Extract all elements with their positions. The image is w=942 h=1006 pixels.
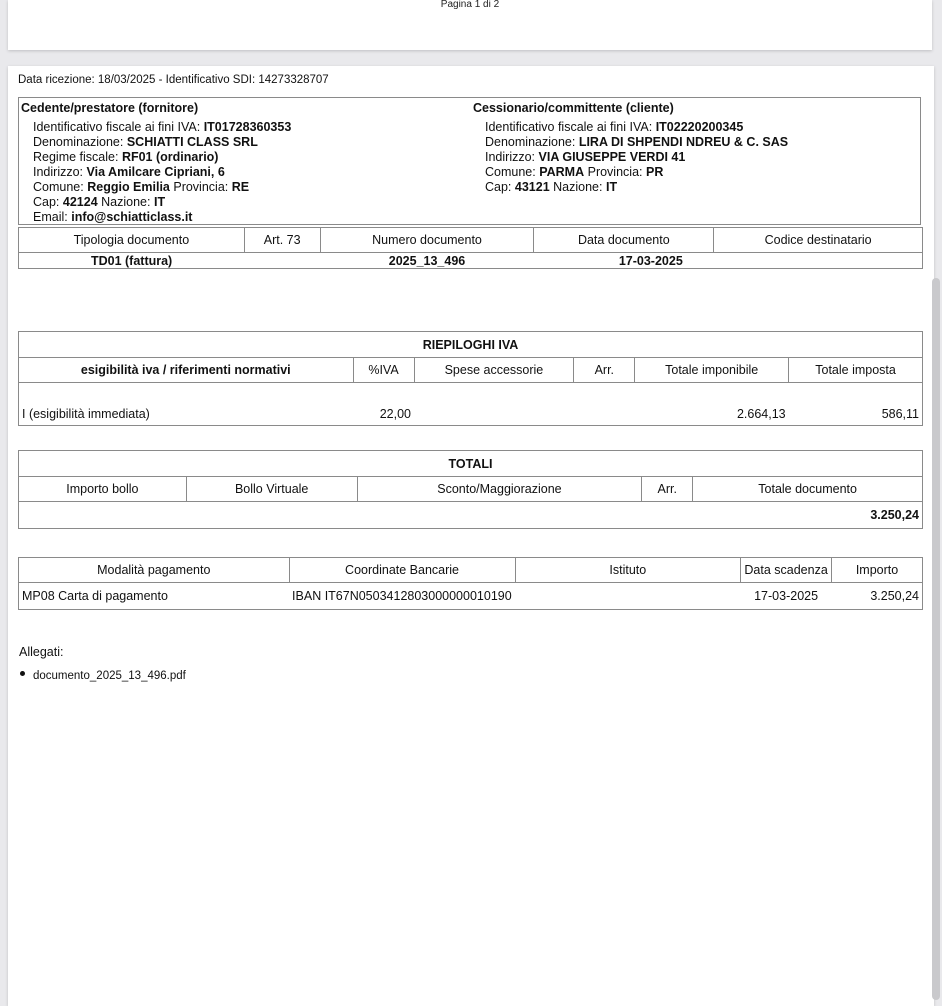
doc-header-codice: Codice destinatario <box>714 228 923 253</box>
cessionario-provincia: PR <box>645 165 664 179</box>
cessionario-cap: 43121 <box>514 180 550 194</box>
cessionario-id-label: Identificativo fiscale ai fini IVA: <box>485 120 653 134</box>
table-row <box>19 583 923 610</box>
totali-table <box>18 450 923 529</box>
pay-scadenza: 17-03-2025 <box>741 583 832 610</box>
pay-header-istituto: Istituto <box>515 558 741 583</box>
cedente-cap: 42124 <box>62 195 98 209</box>
doc-art73 <box>244 253 320 269</box>
cedente-prov-label: Provincia: <box>173 180 229 194</box>
cedente-email-label: Email: <box>33 210 68 224</box>
cessionario-cap-label: Cap: <box>485 180 512 194</box>
cessionario-address: VIA GIUSEPPE VERDI 41 <box>538 150 686 164</box>
pay-iban: IBAN IT67N0503412803000000010190 <box>289 583 515 610</box>
cedente-section <box>21 101 292 225</box>
doc-tipologia: TD01 (fattura) <box>19 253 245 269</box>
pay-istituto <box>515 583 741 610</box>
cessionario-den-label: Denominazione: <box>485 135 576 149</box>
cedente-id: IT01728360353 <box>203 120 292 134</box>
allegati-label: Allegati: <box>19 645 64 659</box>
cessionario-naz-label: Nazione: <box>553 180 603 194</box>
cedente-provincia: RE <box>231 180 250 194</box>
iva-header-spese: Spese accessorie <box>414 358 574 383</box>
pay-importo: 3.250,24 <box>832 583 923 610</box>
tot-header-bollo: Importo bollo <box>19 477 187 502</box>
pagamento-table <box>18 557 923 610</box>
iva-header-imposta: Totale imposta <box>789 358 923 383</box>
doc-codice <box>714 253 923 269</box>
cedente-den-label: Denominazione: <box>33 135 124 149</box>
tot-header-arr: Arr. <box>642 477 693 502</box>
iva-percent: 22,00 <box>353 383 414 426</box>
doc-header-art73: Art. 73 <box>244 228 320 253</box>
cedente-title: Cedente/prestatore (fornitore) <box>21 101 199 115</box>
iva-arr <box>574 383 635 426</box>
pay-header-coordinate: Coordinate Bancarie <box>289 558 515 583</box>
scrollbar[interactable] <box>932 278 940 1000</box>
doc-data: 17-03-2025 <box>534 253 714 269</box>
cedente-naz-label: Nazione: <box>101 195 151 209</box>
cessionario-title: Cessionario/committente (cliente) <box>473 101 674 115</box>
parties-box <box>18 97 921 225</box>
cedente-address: Via Amilcare Cipriani, 6 <box>86 165 225 179</box>
tot-header-totale: Totale documento <box>693 477 923 502</box>
cedente-id-label: Identificativo fiscale ai fini IVA: <box>33 120 201 134</box>
iva-spese <box>414 383 574 426</box>
doc-header-numero: Numero documento <box>320 228 534 253</box>
cessionario-prov-label: Provincia: <box>587 165 643 179</box>
attachment-item[interactable] <box>20 670 186 682</box>
pay-header-scadenza: Data scadenza <box>741 558 832 583</box>
tot-header-sconto: Sconto/Maggiorazione <box>357 477 642 502</box>
iva-header-arr: Arr. <box>574 358 635 383</box>
table-row <box>19 383 923 426</box>
page-counter: Pagina 1 di 2 <box>440 0 500 10</box>
doc-header-data: Data documento <box>534 228 714 253</box>
bullet-icon <box>20 671 25 676</box>
tot-header-bollo-virtuale: Bollo Virtuale <box>186 477 357 502</box>
pay-header-importo: Importo <box>832 558 923 583</box>
totale-documento: 3.250,24 <box>19 502 923 529</box>
cedente-cap-label: Cap: <box>33 195 60 209</box>
cedente-ind-label: Indirizzo: <box>33 165 84 179</box>
riepiloghi-title: RIEPILOGHI IVA <box>19 332 923 358</box>
iva-imposta: 586,11 <box>789 383 923 426</box>
cedente-email: info@schiatticlass.it <box>71 210 193 224</box>
cedente-com-label: Comune: <box>33 180 84 194</box>
pay-header-modalita: Modalità pagamento <box>19 558 290 583</box>
cedente-reg-label: Regime fiscale: <box>33 150 119 164</box>
iva-imponibile: 2.664,13 <box>635 383 789 426</box>
previous-page <box>8 0 932 50</box>
cessionario-section <box>473 101 789 195</box>
doc-numero: 2025_13_496 <box>320 253 534 269</box>
cedente-regime: RF01 (ordinario) <box>121 150 219 164</box>
pay-modalita: MP08 Carta di pagamento <box>19 583 290 610</box>
cessionario-name: LIRA DI SHPENDI NDREU & C. SAS <box>578 135 789 149</box>
cessionario-nazione: IT <box>605 180 618 194</box>
cedente-nazione: IT <box>153 195 166 209</box>
iva-header-imponibile: Totale imponibile <box>635 358 789 383</box>
cessionario-id: IT02220200345 <box>655 120 744 134</box>
iva-header-esigibilita: esigibilità iva / riferimenti normativi <box>19 358 354 383</box>
receipt-info: Data ricezione: 18/03/2025 - Identificativo SDI: 14273328707 <box>18 74 329 86</box>
riepiloghi-iva-table <box>18 331 923 426</box>
totali-title: TOTALI <box>19 451 923 477</box>
iva-esigibilita: I (esigibilità immediata) <box>19 383 354 426</box>
cessionario-comune: PARMA <box>539 165 585 179</box>
cedente-comune: Reggio Emilia <box>87 180 170 194</box>
iva-header-percent: %IVA <box>353 358 414 383</box>
cedente-name: SCHIATTI CLASS SRL <box>126 135 258 149</box>
cessionario-ind-label: Indirizzo: <box>485 150 536 164</box>
cessionario-com-label: Comune: <box>485 165 536 179</box>
doc-header-tipologia: Tipologia documento <box>19 228 245 253</box>
invoice-page <box>8 66 934 1006</box>
document-table <box>18 227 923 269</box>
attachment-link[interactable]: documento_2025_13_496.pdf <box>33 670 186 682</box>
